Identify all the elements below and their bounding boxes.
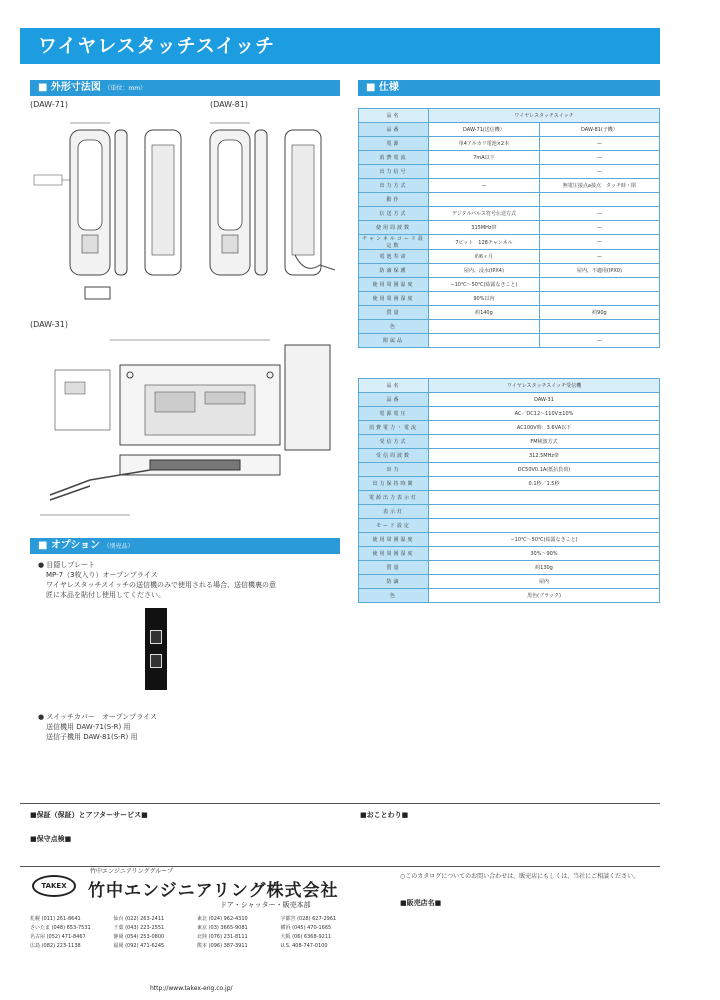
spec-value	[429, 491, 660, 505]
spec-heading: ■ 仕様	[358, 80, 660, 96]
dimensions-heading: ■ 外形寸法図 （単位：mm）	[30, 80, 340, 96]
table-row	[359, 221, 660, 235]
office-entry: 名古屋 (052) 471-8467	[30, 934, 86, 940]
table-header-row: 品名 ワイヤレスタッチスイッチ	[359, 109, 660, 123]
spec-label: 色	[359, 320, 429, 334]
footer-divider	[20, 803, 660, 804]
table-row	[359, 449, 660, 463]
office-entry: 仙台 (022) 263-2411	[113, 916, 165, 922]
blind-plate-image	[145, 608, 167, 690]
table-row	[359, 264, 660, 278]
office-entry: 広島 (082) 223-1138	[30, 943, 81, 949]
spec-value: 7mA以下	[429, 151, 540, 165]
table-row	[359, 477, 660, 491]
table-row	[359, 435, 660, 449]
option-plate	[38, 560, 338, 600]
spec-label: 防滴	[359, 575, 429, 589]
spec-value: —	[539, 207, 659, 221]
option-plate-desc2: 匠に本品を貼付し使用してください。	[46, 591, 165, 599]
table-row	[359, 250, 660, 264]
spec-label: 出力方式	[359, 179, 429, 193]
company-url[interactable]: http://www.takex-eng.co.jp/	[150, 985, 233, 992]
table-row	[359, 207, 660, 221]
dealer-heading: ■販売店名■	[400, 899, 442, 907]
table-row	[359, 193, 660, 207]
spec-value	[429, 519, 660, 533]
table-row	[359, 407, 660, 421]
spec-value: 315MHz帯	[429, 221, 540, 235]
spec-label: 出力	[359, 463, 429, 477]
spec-value: FM検波方式	[429, 435, 660, 449]
spec-label: 消費電力・電流	[359, 421, 429, 435]
spec-value: 30%〜90%	[429, 547, 660, 561]
table-row	[359, 463, 660, 477]
spec-label: 使用周囲湿度	[359, 292, 429, 306]
company-group: 竹中エンジニアリンググループ	[90, 868, 174, 875]
spec-label: 品番	[359, 393, 429, 407]
spec-label: 出力信号	[359, 165, 429, 179]
table-row	[359, 292, 660, 306]
office-entry: 東北 (024) 962-4310	[197, 916, 248, 922]
office-entry: 北陸 (076) 231-8111	[197, 934, 248, 940]
spec-value: AC100V時：3.6VA以下	[429, 421, 660, 435]
spec-value: 単4アルカリ電池×2本	[429, 137, 540, 151]
caution-section	[360, 810, 660, 820]
office-entry: 熊本 (096) 387-3911	[197, 943, 248, 949]
spec-label: 表示灯	[359, 505, 429, 519]
spec-label: 附属品	[359, 334, 429, 348]
spec-value	[539, 292, 659, 306]
option-plate-title: ● 目隠しプレート	[38, 561, 96, 569]
office-entry: 札幌 (011) 261-8641	[30, 916, 81, 922]
spec-value	[429, 505, 660, 519]
table-row	[359, 123, 660, 137]
spec-label: 受信方式	[359, 435, 429, 449]
spec-value	[429, 334, 540, 348]
spec-value: —	[539, 334, 659, 348]
spec-table-transmitter	[358, 108, 660, 348]
model-label-daw81: (DAW-81)	[210, 100, 248, 109]
table-row	[359, 151, 660, 165]
spec-value: 屋内、不適用(IPX0)	[539, 264, 659, 278]
spec-label: 質量	[359, 561, 429, 575]
spec-label: 受信周波数	[359, 449, 429, 463]
table-row	[359, 421, 660, 435]
spec-value: DAW-31	[429, 393, 660, 407]
office-list	[30, 915, 360, 951]
spec-label: 使用周波数	[359, 221, 429, 235]
option-cover-title: ● スイッチカバー オープンプライス	[38, 713, 158, 721]
spec-value: DAW-71(送信機）	[429, 123, 540, 137]
office-entry: 大阪 (06) 6368-9211	[280, 934, 332, 940]
spec-label: モード設定	[359, 519, 429, 533]
spec-value	[539, 278, 659, 292]
spec-label: 動作	[359, 193, 429, 207]
table-row	[359, 393, 660, 407]
spec-value	[429, 165, 540, 179]
table-row	[359, 137, 660, 151]
spec-value: DAW-81(子機）	[539, 123, 659, 137]
spec-value	[539, 320, 659, 334]
spec-value: 0.1秒／1.5秒	[429, 477, 660, 491]
service-heading: ■保証（保証）とアフターサービス■	[30, 811, 148, 819]
spec-label: 出力保持時間	[359, 477, 429, 491]
office-entry: 静岡 (054) 253-0800	[113, 934, 165, 940]
spec-value: 312.5MHz帯	[429, 449, 660, 463]
company-logo: TAKEX	[32, 875, 76, 897]
warranty-heading: ■保守点検■	[30, 835, 72, 843]
table-row	[359, 547, 660, 561]
spec-label: 防滴保護	[359, 264, 429, 278]
spec-value: —	[539, 250, 659, 264]
table-header-row: 品名 ワイヤレスタッチスイッチ受信機	[359, 379, 660, 393]
model-label-daw71: (DAW-71)	[30, 100, 68, 109]
table-row	[359, 533, 660, 547]
spec-value: 7ビット 128チャンネル	[429, 235, 540, 250]
spec-label: 使用周囲湿度	[359, 547, 429, 561]
table-row	[359, 561, 660, 575]
spec-value: −10℃〜50℃(結露なきこと)	[429, 278, 540, 292]
office-entry: 千葉 (043) 223-2551	[113, 925, 165, 931]
table-row	[359, 165, 660, 179]
service-section	[30, 810, 350, 844]
spec-value: AC／DC12〜110V±10%	[429, 407, 660, 421]
spec-value: 屋内、浸水(IPX4)	[429, 264, 540, 278]
office-entry: 横浜 (045) 470-1665	[280, 925, 332, 931]
office-entry: さいたま (048) 653-7531	[30, 925, 91, 931]
spec-label: 電源電圧	[359, 407, 429, 421]
table-row	[359, 505, 660, 519]
option-cover-line1: 送信機用 DAW-71(S-R) 用	[46, 723, 131, 731]
spec-value: —	[539, 137, 659, 151]
spec-value: —	[539, 235, 659, 250]
daw31-drawing	[30, 330, 345, 530]
spec-label: 使用周囲温度	[359, 278, 429, 292]
spec-label: 電池寿命	[359, 250, 429, 264]
option-plate-code: MP-7（3枚入り）オープンプライス	[46, 571, 158, 579]
spec-value: —	[539, 151, 659, 165]
office-entry: 宇都宮 (028) 627-2961	[280, 916, 337, 922]
office-entry: 東京 (03) 3665-9081	[197, 925, 248, 931]
caution-heading: ■おことわり■	[360, 811, 409, 819]
spec-label: 電源出力表示灯	[359, 491, 429, 505]
table-row	[359, 519, 660, 533]
daw81-drawing	[205, 115, 350, 310]
spec-value: 無電圧接点a接点 タッチ時・閉	[539, 179, 659, 193]
spec-value: DC50V0.1A(抵抗負荷)	[429, 463, 660, 477]
table-row	[359, 179, 660, 193]
spec-value: −10℃〜50℃(結露なきこと)	[429, 533, 660, 547]
spec-label: 使用周囲温度	[359, 533, 429, 547]
spec-label: 伝送方式	[359, 207, 429, 221]
company-division: ドア・シャッター・販売本部	[220, 901, 311, 909]
spec-table-receiver	[358, 378, 660, 603]
spec-value	[429, 320, 540, 334]
table-row	[359, 306, 660, 320]
contact-text: ○このカタログについてのお問い合わせは、販売店にもしくは、当社にご相談ください。	[400, 873, 640, 880]
spec-label: 電源	[359, 137, 429, 151]
table-row	[359, 491, 660, 505]
spec-value	[429, 193, 540, 207]
options-heading: ■ オプション （別売品）	[30, 538, 340, 554]
table-row	[359, 278, 660, 292]
spec-value: デジタルパルス符号伝送方式	[429, 207, 540, 221]
option-cover	[38, 712, 338, 742]
company-name: 竹中エンジニアリング株式会社	[88, 881, 339, 901]
spec-label: 消費電流	[359, 151, 429, 165]
spec-value: —	[539, 165, 659, 179]
table-row	[359, 235, 660, 250]
daw71-drawing	[30, 115, 190, 310]
table-row	[359, 334, 660, 348]
spec-value: 黒色(ブラック)	[429, 589, 660, 603]
page-title: ワイヤレスタッチスイッチ	[20, 28, 660, 64]
spec-value: 90%以内	[429, 292, 540, 306]
spec-value: 約90g	[539, 306, 659, 320]
table-row	[359, 589, 660, 603]
model-label-daw31: (DAW-31)	[30, 320, 68, 329]
table-row	[359, 575, 660, 589]
spec-value: —	[539, 221, 659, 235]
spec-value: 約130g	[429, 561, 660, 575]
office-entry: U.S. 408-747-0100	[280, 943, 328, 949]
option-plate-desc: ワイヤレスタッチスイッチの送信機のみで使用される場合、送信機裏の意	[46, 581, 276, 589]
spec-label: 質量	[359, 306, 429, 320]
spec-value: 約6ヶ月	[429, 250, 540, 264]
spec-value	[539, 193, 659, 207]
spec-value: —	[429, 179, 540, 193]
spec-label: 色	[359, 589, 429, 603]
spec-label: 品番	[359, 123, 429, 137]
office-entry: 福岡 (092) 471-6245	[113, 943, 165, 949]
spec-value: 屋内	[429, 575, 660, 589]
spec-label: チャンネルコード設定数	[359, 235, 429, 250]
spec-value: 約140g	[429, 306, 540, 320]
option-cover-line2: 送信子機用 DAW-81(S-R) 用	[46, 733, 138, 741]
table-row	[359, 320, 660, 334]
